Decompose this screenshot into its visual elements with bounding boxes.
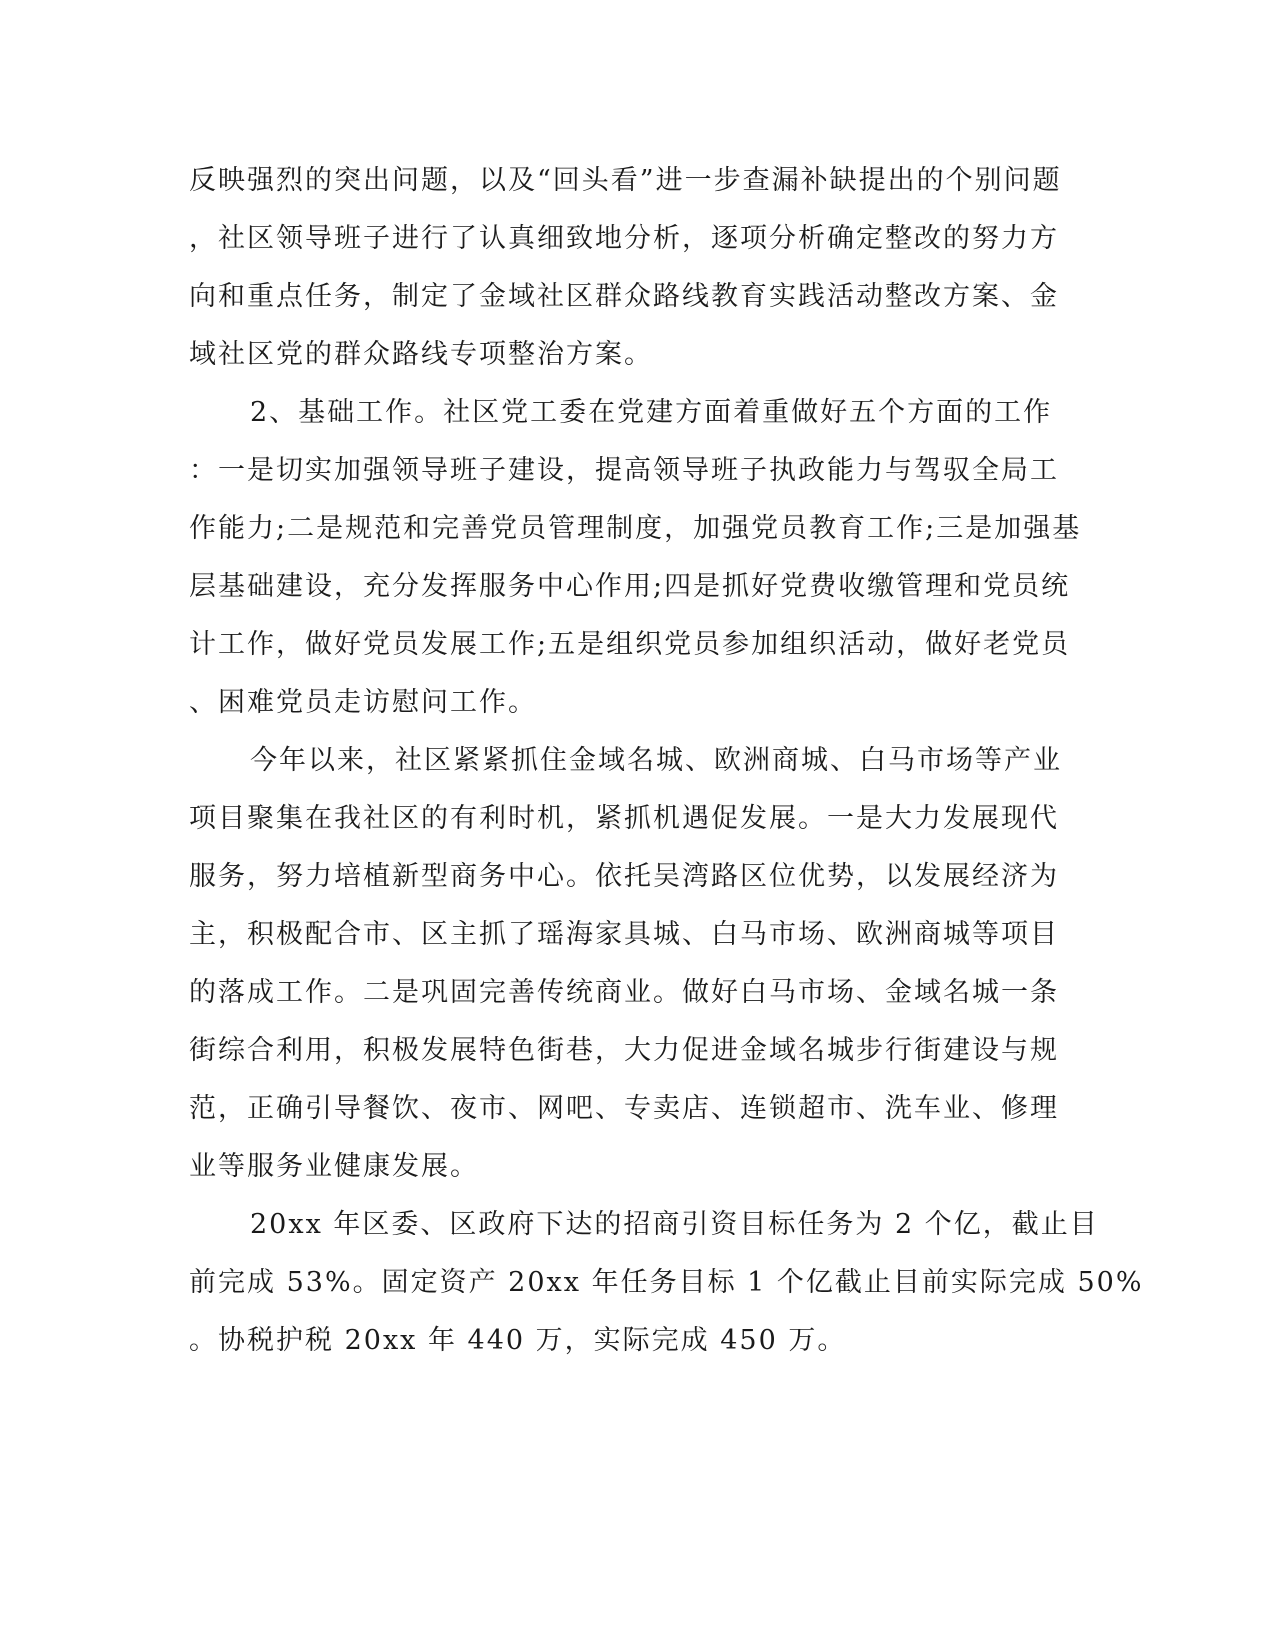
paragraph-line: 业等服务业健康发展。: [189, 1151, 479, 1182]
paragraph-line: 向和重点任务，制定了金域社区群众路线教育实践活动整改方案、金: [189, 281, 1059, 312]
paragraph-line: 的落成工作。二是巩固完善传统商业。做好白马市场、金域名城一条: [189, 977, 1059, 1008]
paragraph-line: 计工作，做好党员发展工作;五是组织党员参加组织活动，做好老党员: [189, 629, 1071, 660]
paragraph-line: 20xx 年区委、区政府下达的招商引资目标任务为 2 个亿，截止目: [250, 1209, 1099, 1240]
paragraph-line: 街综合利用，积极发展特色街巷，大力促进金域名城步行街建设与规: [189, 1035, 1059, 1066]
paragraph-line: 今年以来，社区紧紧抓住金域名城、欧洲商城、白马市场等产业: [250, 745, 1062, 776]
paragraph-line: 反映强烈的突出问题，以及“回头看”进一步查漏补缺提出的个别问题: [189, 165, 1062, 196]
paragraph-line: 层基础建设，充分发挥服务中心作用;四是抓好党费收缴管理和党员统: [189, 571, 1071, 602]
paragraph-line: 域社区党的群众路线专项整治方案。: [189, 339, 653, 370]
paragraph-line: 主，积极配合市、区主抓了瑶海家具城、白马市场、欧洲商城等项目: [189, 919, 1059, 950]
paragraph-line: 服务，努力培植新型商务中心。依托吴湾路区位优势，以发展经济为: [189, 861, 1059, 892]
paragraph-line: 作能力;二是规范和完善党员管理制度，加强党员教育工作;三是加强基: [189, 513, 1082, 544]
paragraph-line: 、困难党员走访慰问工作。: [189, 687, 537, 718]
paragraph-line: ，社区领导班子进行了认真细致地分析，逐项分析确定整改的努力方: [189, 223, 1059, 254]
paragraph-line: 项目聚集在我社区的有利时机，紧抓机遇促发展。一是大力发展现代: [189, 803, 1059, 834]
paragraph-line: 2、基础工作。社区党工委在党建方面着重做好五个方面的工作: [250, 397, 1053, 428]
paragraph-line: 范，正确引导餐饮、夜市、网吧、专卖店、连锁超市、洗车业、修理: [189, 1093, 1059, 1124]
paragraph-line: ：一是切实加强领导班子建设，提高领导班子执政能力与驾驭全局工: [189, 455, 1059, 486]
paragraph-line: 前完成 53%。固定资产 20xx 年任务目标 1 个亿截止目前实际完成 50%: [189, 1267, 1144, 1298]
paragraph-line: 。协税护税 20xx 年 440 万，实际完成 450 万。: [189, 1325, 847, 1356]
